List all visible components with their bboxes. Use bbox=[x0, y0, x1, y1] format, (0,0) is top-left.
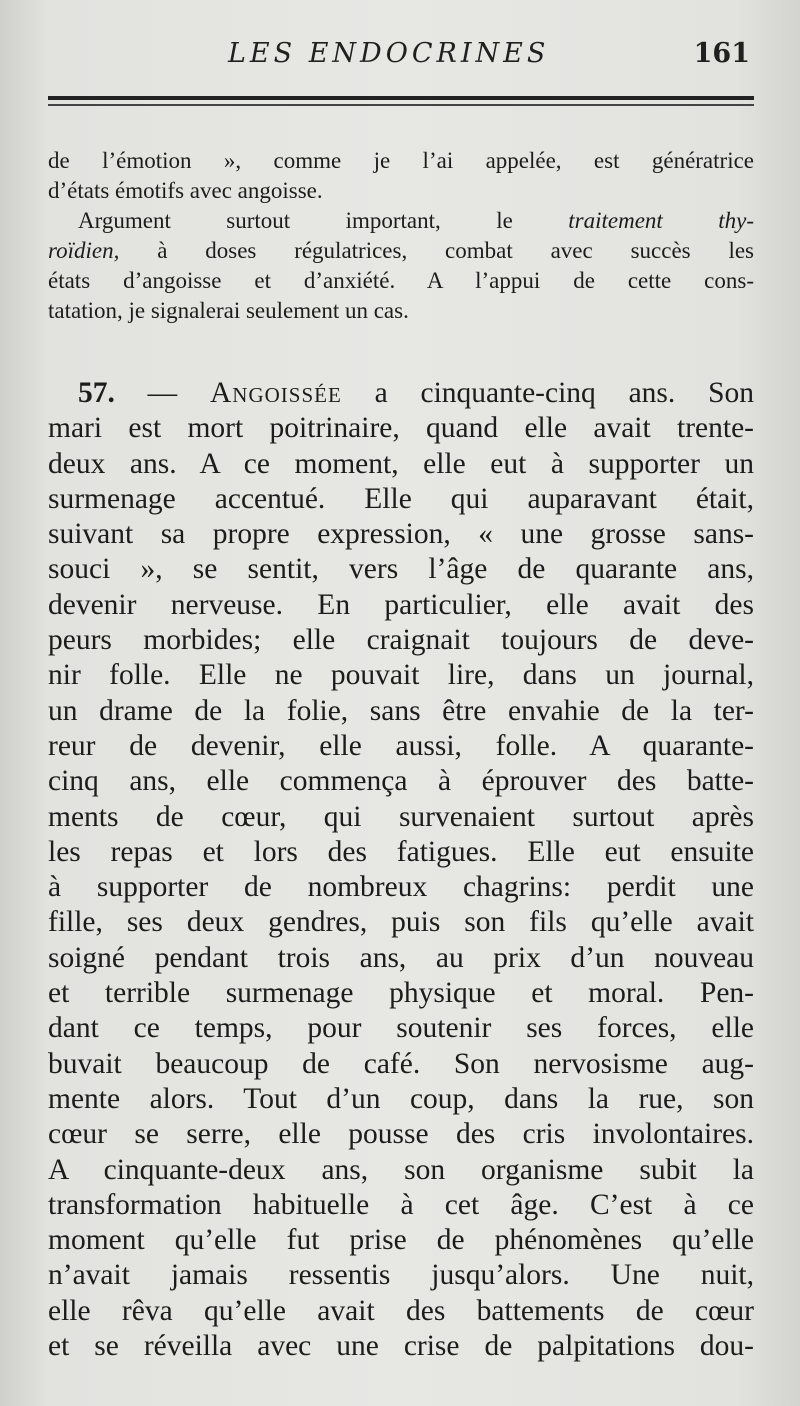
running-title: LES ENDOCRINES bbox=[228, 38, 550, 69]
text-line: surmenage accentué. Elle qui auparavant était, bbox=[48, 482, 754, 515]
header-rule-thin bbox=[48, 104, 754, 106]
text-line: reur de devenir, elle aussi, folle. A quarante- bbox=[48, 729, 754, 762]
text-line: d’états émotifs avec angoisse. bbox=[48, 178, 323, 203]
text-line: fille, ses deux gendres, puis son fils qu’elle avait bbox=[48, 906, 754, 939]
text-line: états d’angoisse et d’anxiété. A l’appui de cette cons- bbox=[48, 268, 754, 293]
case-lines bbox=[48, 411, 754, 1364]
text-line: à supporter de nombreux chagrins: perdit une bbox=[48, 871, 754, 904]
text-line: roïdien, à doses régulatrices, combat avec succès les bbox=[48, 238, 754, 263]
text-line: moment qu’elle fut prise de phénomènes qu’elle bbox=[48, 1224, 754, 1257]
text-line: suivant sa propre expression, « une grosse sans- bbox=[48, 518, 754, 551]
case-heading-line: 57. — Angoissée a cinquante-cinq ans. Son bbox=[78, 377, 754, 409]
intro-text bbox=[48, 146, 754, 326]
header-rule-thick bbox=[48, 96, 754, 100]
text-line: buvait beaucoup de café. Son nervosisme aug- bbox=[48, 1047, 754, 1080]
text-line: tatation, je signalerai seulement un cas. bbox=[48, 298, 409, 323]
page-number: 161 bbox=[693, 38, 750, 69]
case-name: Angoissée bbox=[209, 377, 342, 409]
text-line: mente alors. Tout d’un coup, dans la rue, son bbox=[48, 1082, 754, 1115]
text-line: elle rêva qu’elle avait des battements de cœur bbox=[48, 1294, 754, 1327]
running-head bbox=[0, 38, 800, 78]
case-number: 57. bbox=[78, 377, 115, 409]
text-line: dant ce temps, pour soutenir ses forces, elle bbox=[48, 1012, 754, 1045]
case-text bbox=[48, 376, 754, 1364]
text-line: A cinquante-deux ans, son organisme subit la bbox=[48, 1153, 754, 1186]
text-line: n’avait jamais ressentis jusqu’alors. Une nuit, bbox=[48, 1259, 754, 1292]
text-line: cinq ans, elle commença à éprouver des batte- bbox=[48, 765, 754, 798]
text-line: ments de cœur, qui survenaient surtout après bbox=[48, 800, 754, 833]
text-line: Argument surtout important, le traitement thy- bbox=[78, 208, 754, 233]
text-line: mari est mort poitrinaire, quand elle avait trente- bbox=[48, 412, 754, 445]
text-line: souci », se sentit, vers l’âge de quarante ans, bbox=[48, 553, 754, 586]
text-line: devenir nerveuse. En particulier, elle avait des bbox=[48, 588, 754, 621]
text-line: les repas et lors des fatigues. Elle eut ensuite bbox=[48, 835, 754, 868]
text-line: un drame de la folie, sans être envahie de la ter- bbox=[48, 694, 754, 727]
text-line: et se réveilla avec une crise de palpitations dou- bbox=[48, 1330, 754, 1363]
text-line: nir folle. Elle ne pouvait lire, dans un journal, bbox=[48, 659, 754, 692]
text-line: deux ans. A ce moment, elle eut à supporter un bbox=[48, 447, 754, 480]
text-line: peurs morbides; elle craignait toujours de deve- bbox=[48, 624, 754, 657]
text-line: et terrible surmenage physique et moral. Pen- bbox=[48, 977, 754, 1010]
text-line: soigné pendant trois ans, au prix d’un nouveau bbox=[48, 941, 754, 974]
text-line: cœur se serre, elle pousse des cris involontaires. bbox=[48, 1118, 754, 1151]
text-line: de l’émotion », comme je l’ai appelée, est génératrice bbox=[48, 148, 754, 173]
text-line: transformation habituelle à cet âge. C’est à ce bbox=[48, 1188, 754, 1221]
